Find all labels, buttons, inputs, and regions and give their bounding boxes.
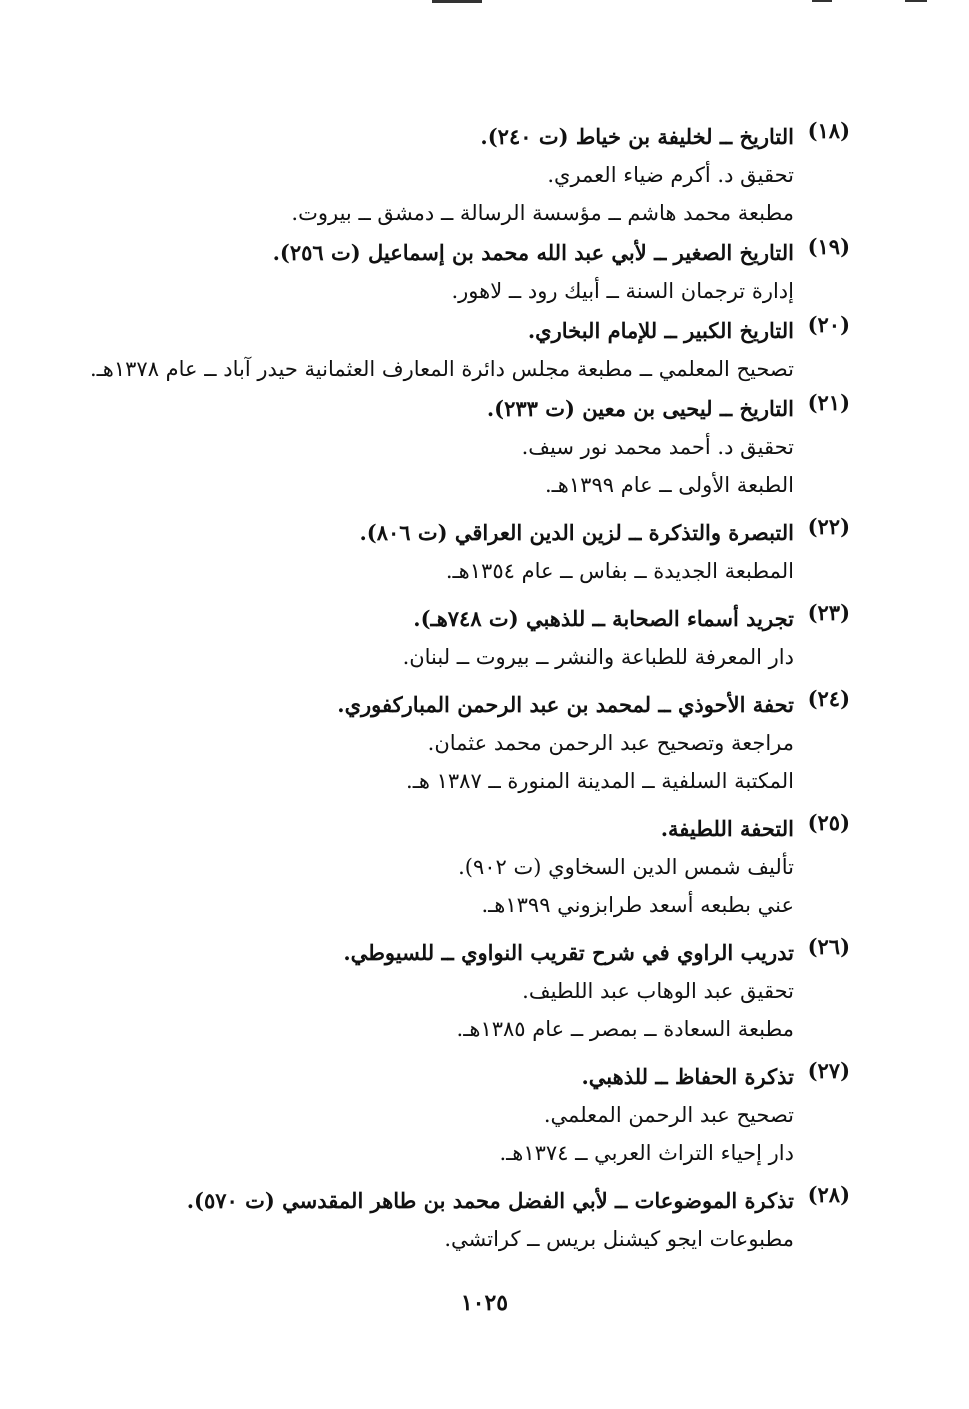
bibliography-entry	[100, 514, 850, 590]
entry-detail: دار إحياء التراث العربي ــ ١٣٧٤هـ.	[499, 1141, 794, 1165]
entry-detail: دار المعرفة للطباعة والنشر ــ بيروت ــ لبنان.	[402, 645, 794, 669]
entry-detail: مطبوعات ايجو كيشنل بريس ــ كراتشي.	[444, 1227, 794, 1251]
entry-title: تجريد أسماء الصحابة ــ للذهبي (ت ٧٤٨هـ).	[413, 606, 794, 631]
bibliography-list	[89, 118, 850, 1258]
bibliography-entry	[100, 810, 850, 924]
entry-number: (٢٢)	[807, 514, 850, 539]
entry-detail: عني بطبعه أسعد طرابزوني ١٣٩٩هـ.	[481, 893, 794, 917]
entry-detail: المكتبة السلفية ــ المدينة المنورة ــ ١٣٨٧ هـ.	[406, 769, 794, 793]
bibliography-entry	[89, 312, 850, 388]
entry-title: التاريخ ــ ليحيى بن معين (ت ٢٣٣).	[486, 396, 794, 421]
bibliography-entry	[100, 118, 850, 232]
entry-detail: المطبعة الجديدة ــ بفاس ــ عام ١٣٥٤هـ.	[445, 559, 794, 583]
entry-title: تدريب الراوي في شرح تقريب النواوي ــ للسيوطي.	[343, 940, 794, 965]
page-number: ١٠٢٥	[460, 1290, 509, 1316]
entry-detail: تحقيق د. أحمد محمد نور سيف.	[521, 435, 794, 459]
entry-title: التبصرة والتذكرة ــ لزين الدين العراقي (ت ٨٠٦).	[359, 520, 794, 545]
entry-detail: إدارة ترجمان السنة ــ أبيك رود ــ لاهور.	[451, 279, 794, 303]
entry-detail: تصحيح عبد الرحمن المعلمي.	[543, 1103, 794, 1127]
bibliography-entry	[100, 934, 850, 1048]
entry-number: (٢٨)	[807, 1182, 850, 1207]
entry-detail: تحقيق عبد الوهاب عبد اللطيف.	[522, 979, 794, 1003]
entry-title: التاريخ ــ لخليفة بن خياط (ت ٢٤٠).	[480, 124, 794, 149]
entry-detail: تحقيق د. أكرم ضياء العمري.	[547, 163, 794, 187]
bibliography-entry	[100, 1182, 850, 1258]
bibliography-entry	[100, 390, 850, 504]
top-edge-mark	[432, 0, 482, 3]
entry-detail: تأليف شمس الدين السخاوي (ت ٩٠٢).	[458, 855, 794, 879]
top-edge-mark	[905, 0, 927, 2]
entry-title: تذكرة الموضوعات ــ لأبي الفضل محمد بن طاهر المقدسي (ت ٥٧٠).	[186, 1188, 794, 1213]
entry-number: (٢٥)	[807, 810, 850, 835]
entry-number: (٢٧)	[807, 1058, 850, 1083]
entry-title: التحفة اللطيفة.	[660, 816, 794, 841]
entry-number: (٢١)	[807, 390, 850, 415]
entry-number: (٢٣)	[807, 600, 850, 625]
bibliography-entry	[100, 234, 850, 310]
entry-number: (١٨)	[807, 118, 850, 143]
bibliography-entry	[100, 600, 850, 676]
bibliography-entry	[100, 1058, 850, 1172]
entry-title: تذكرة الحفاظ ــ للذهبي.	[581, 1064, 794, 1089]
entry-title: تحفة الأحوذي ــ لمحمد بن عبد الرحمن المباركفوري.	[337, 692, 794, 717]
entry-detail: مطبعة محمد هاشم ــ مؤسسة الرسالة ــ دمشق ــ بيروت.	[291, 201, 794, 225]
entry-title: التاريخ الكبير ــ للإمام البخاري.	[527, 318, 794, 343]
entry-detail: مطبعة السعادة ــ بمصر ــ عام ١٣٨٥هـ.	[456, 1017, 794, 1041]
entry-number: (٢٤)	[807, 686, 850, 711]
entry-number: (٢٦)	[807, 934, 850, 959]
entry-title: التاريخ الصغير ــ لأبي عبد الله محمد بن إسماعيل (ت ٢٥٦).	[272, 240, 794, 265]
entry-number: (٢٠)	[807, 312, 850, 337]
bibliography-entry	[100, 686, 850, 800]
entry-number: (١٩)	[807, 234, 850, 259]
entry-detail: الطبعة الأولى ــ عام ١٣٩٩هـ.	[544, 473, 794, 497]
top-edge-mark	[812, 0, 832, 2]
entry-detail: مراجعة وتصحيح عبد الرحمن محمد عثمان.	[427, 731, 794, 755]
entry-detail: تصحيح المعلمي ــ مطبعة مجلس دائرة المعارف العثمانية حيدر آباد ــ عام ١٣٧٨هـ.	[89, 357, 794, 381]
